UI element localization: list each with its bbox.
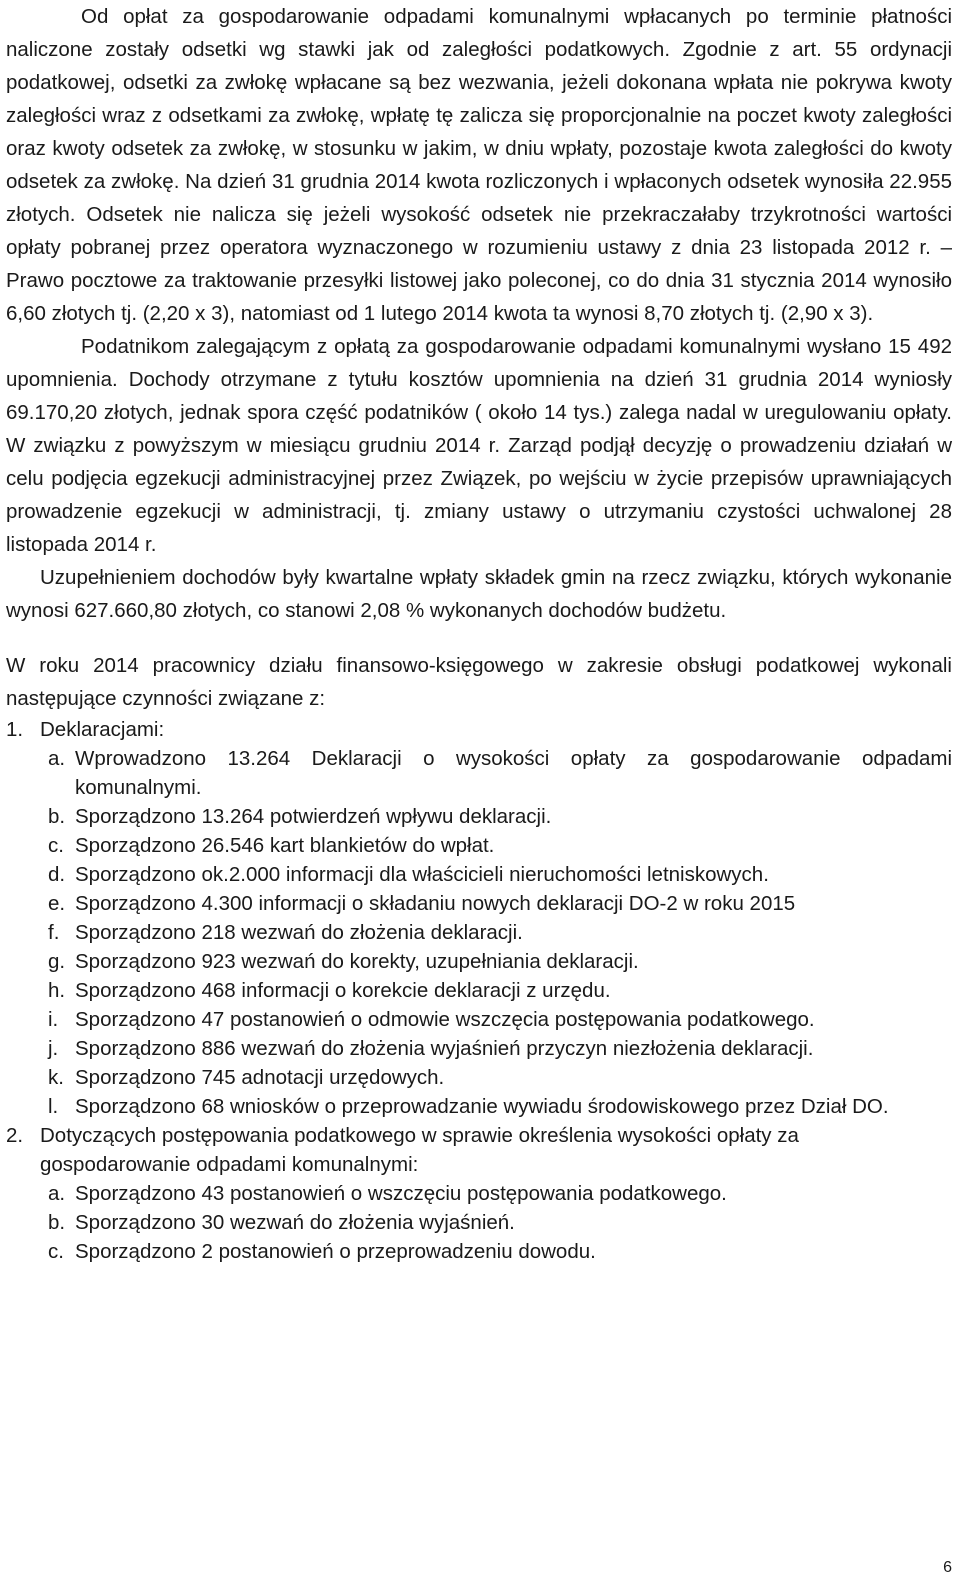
list-item (40, 1063, 952, 1092)
list-item-declarations (6, 715, 952, 1121)
paragraph-interest: Od opłat za gospodarowanie odpadami komunalnymi wpłacanych po terminie płatności naliczone zostały odsetki wg stawki jak od zaległości podatkowych. Zgodnie z art. 55 ordynacji podatkowej, odsetki za zwłokę wpłacane są bez wezwania, jeżeli dokonana wpłata nie pokrywa kwoty zaległości wraz z odsetkami za zwłokę, wpłatę tę zalicza się proporcjonalnie na poczet kwoty zaległości oraz kwoty odsetek za zwłokę, w stosunku w jakim, w dniu wpłaty, pozostaje kwota zaległości do kwoty odsetek za zwłokę. Na dzień 31 grudnia 2014 kwota rozliczonych i wpłaconych odsetek wynosiła 22.955 złotych. Odsetek nie nalicza się jeżeli wysokość odsetek nie przekraczałaby trzykrotności wartości opłaty pobranej przez operatora wyznaczonego w rozumieniu ustawy z dnia 23 listopada 2012 r. – Prawo pocztowe za traktowanie przesyłki listowej jako poleconej, co do dnia 31 stycznia 2014 wynosiło 6,60 złotych tj. (2,20 x 3), natomiast od 1 lutego 2014 kwota ta wynosi 8,70 złotych tj. (2,90 x 3). (6, 5, 952, 325)
list-item-text: Sporządzono 4.300 informacji o składaniu nowych deklaracji DO-2 w roku 2015 (75, 892, 796, 915)
activities-list (6, 715, 952, 1266)
list-letter: d. (48, 863, 66, 886)
list-item (40, 918, 952, 947)
list-letter: c. (48, 834, 64, 857)
list-letter: e. (48, 892, 66, 915)
list-item (40, 1179, 952, 1208)
list-letter: h. (48, 979, 66, 1002)
list-item-text: Wprowadzono 13.264 Deklaracji o wysokości opłaty za gospodarowanie odpadami komunalnymi. (75, 747, 952, 799)
list-item (40, 744, 952, 802)
list-item-text: Sporządzono 745 adnotacji urzędowych. (75, 1066, 445, 1089)
list-item-text: Sporządzono 2 postanowień o przeprowadzeniu dowodu. (75, 1240, 596, 1263)
paragraph-contributions: Uzupełnieniem dochodów były kwartalne wpłaty składek gmin na rzecz związku, których wykonanie wynosi 627.660,80 złotych, co stanowi 2,08 % wykonanych dochodów budżetu. (6, 566, 952, 622)
proceedings-sublist (40, 1179, 952, 1266)
list-letter: j. (48, 1037, 59, 1060)
list-item (40, 860, 952, 889)
page-number: 6 (943, 1559, 952, 1576)
document-page (6, 0, 952, 1266)
list-item (40, 1034, 952, 1063)
list-item (40, 802, 952, 831)
paragraph-activities-intro: W roku 2014 pracownicy działu finansowo-księgowego w zakresie obsługi podatkowej wykonali następujące czynności związane z: (6, 654, 952, 710)
list-item (40, 1005, 952, 1034)
list-item-text: Sporządzono 13.264 potwierdzeń wpływu deklaracji. (75, 805, 552, 828)
list-item (40, 889, 952, 918)
spacer (6, 627, 952, 649)
list-item (40, 1208, 952, 1237)
list-item-label: Dotyczących postępowania podatkowego w sprawie określenia wysokości opłaty za gospodarowanie odpadami komunalnymi: (40, 1124, 799, 1176)
list-item (40, 1092, 952, 1121)
list-item-tax-proceedings (6, 1121, 952, 1266)
list-letter: a. (48, 1182, 66, 1205)
list-number: 1. (6, 718, 24, 741)
list-item (40, 976, 952, 1005)
list-item-text: Sporządzono 923 wezwań do korekty, uzupełniania deklaracji. (75, 950, 639, 973)
list-item-text: Sporządzono 886 wezwań do złożenia wyjaśnień przyczyn niezłożenia deklaracji. (75, 1037, 814, 1060)
list-item-text: Sporządzono ok.2.000 informacji dla właścicieli nieruchomości letniskowych. (75, 863, 769, 886)
list-letter: b. (48, 805, 66, 828)
list-item-text: Sporządzono 30 wezwań do złożenia wyjaśnień. (75, 1211, 515, 1234)
list-letter: b. (48, 1211, 66, 1234)
list-item (40, 831, 952, 860)
list-letter: c. (48, 1240, 64, 1263)
list-letter: g. (48, 950, 66, 973)
list-item-text: Sporządzono 47 postanowień o odmowie wszczęcia postępowania podatkowego. (75, 1008, 815, 1031)
list-item (40, 1237, 952, 1266)
list-letter: k. (48, 1066, 64, 1089)
list-item-text: Sporządzono 43 postanowień o wszczęciu postępowania podatkowego. (75, 1182, 727, 1205)
list-item-text: Sporządzono 68 wniosków o przeprowadzanie wywiadu środowiskowego przez Dział DO. (75, 1095, 889, 1118)
list-item (40, 947, 952, 976)
list-letter: l. (48, 1095, 59, 1118)
list-item-text: Sporządzono 26.546 kart blankietów do wpłat. (75, 834, 495, 857)
list-item-label: Deklaracjami: (40, 718, 165, 741)
list-letter: i. (48, 1008, 59, 1031)
list-letter: a. (48, 747, 66, 770)
list-number: 2. (6, 1124, 24, 1147)
declarations-sublist (40, 744, 952, 1121)
list-item-text: Sporządzono 468 informacji o korekcie deklaracji z urzędu. (75, 979, 611, 1002)
list-letter: f. (48, 921, 60, 944)
list-item-text: Sporządzono 218 wezwań do złożenia deklaracji. (75, 921, 523, 944)
paragraph-reminders: Podatnikom zalegającym z opłatą za gospodarowanie odpadami komunalnymi wysłano 15 492 upomnienia. Dochody otrzymane z tytułu kosztów upomnienia na dzień 31 grudnia 2014 wyniosły 69.170,20 złotych, jednak spora część podatników ( około 14 tys.) zalega nadal w uregulowaniu opłaty. W związku z powyższym w miesiącu grudniu 2014 r. Zarząd podjął decyzję o prowadzeniu działań w celu podjęcia egzekucji administracyjnej przez Związek, po wejściu w życie przepisów uprawniających prowadzenie egzekucji w administracji, tj. zmiany ustawy o utrzymaniu czystości uchwalonej 28 listopada 2014 r. (6, 335, 952, 556)
